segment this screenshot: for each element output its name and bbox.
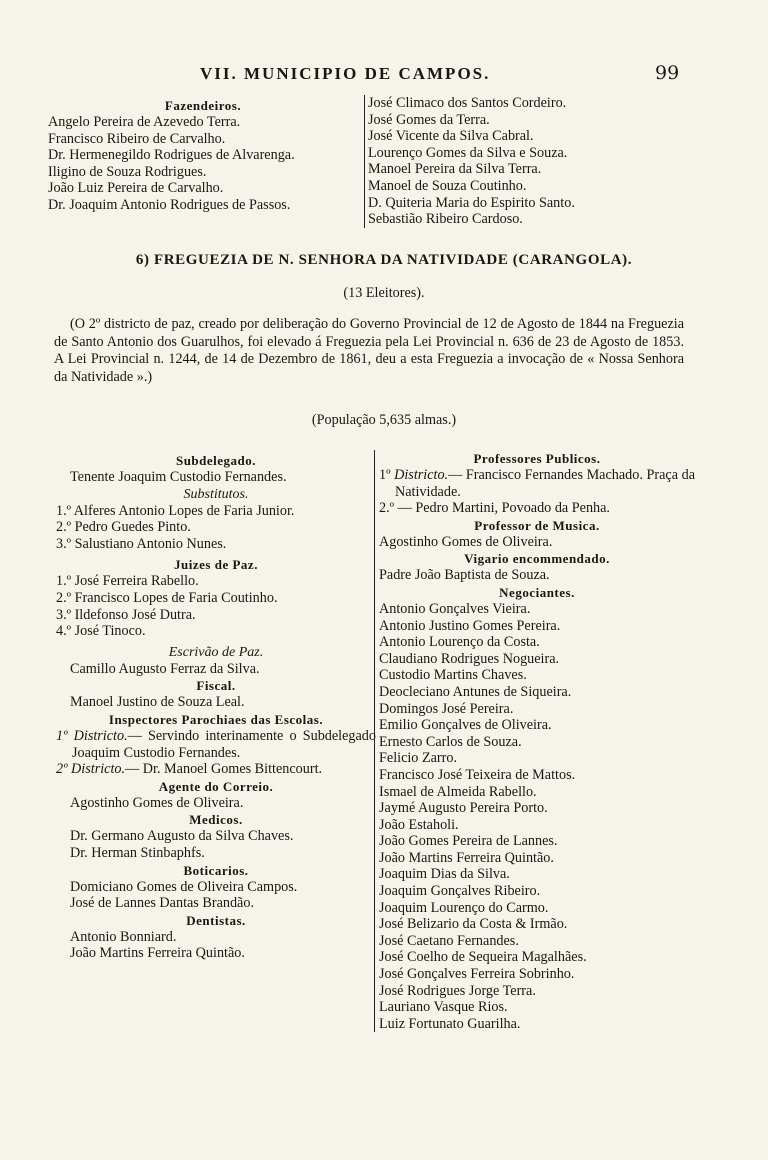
list-item: José Belizario da Costa & Irmão.: [379, 916, 568, 933]
list-item: Francisco Ribeiro de Carvalho.: [48, 130, 226, 147]
list-item: 2.º Francisco Lopes de Faria Coutinho.: [56, 589, 278, 606]
freguezia-title: 6) FREGUEZIA DE N. SENHORA DA NATIVIDADE (CARANGOLA).: [135, 252, 633, 268]
vigario-heading: Vigario encommendado.: [464, 551, 610, 567]
list-item: José Climaco dos Santos Cordeiro.: [368, 95, 567, 111]
list-item: José de Lannes Dantas Brandão.: [70, 895, 254, 912]
list-item: 4.º José Tinoco.: [56, 623, 146, 640]
list-item: Jaymé Augusto Pereira Porto.: [379, 800, 548, 817]
list-item: D. Quiteria Maria do Espirito Santo.: [368, 194, 575, 211]
list-item: João Martins Ferreira Quintão.: [70, 945, 245, 962]
header-title: VII. MUNICIPIO DE CAMPOS.: [200, 64, 491, 83]
list-item: Manoel de Souza Coutinho.: [368, 177, 527, 194]
fiscal-heading: Fiscal.: [196, 678, 236, 694]
list-item: Lauriano Vasque Rios.: [379, 999, 508, 1016]
list-item: Sebastião Ribeiro Cardoso.: [368, 211, 523, 228]
list-item: Antonio Bonniard.: [70, 928, 177, 945]
inspector-2: 2º Districto.— Dr. Manoel Gomes Bittencourt.: [56, 761, 323, 778]
list-item: 2.º Pedro Guedes Pinto.: [56, 519, 191, 536]
list-item: José Caetano Fernandes.: [379, 932, 519, 949]
list-item: 3.º Salustiano Antonio Nunes.: [56, 535, 227, 552]
list-item: Domiciano Gomes de Oliveira Campos.: [70, 878, 298, 895]
fiscal-name: Manoel Justino de Souza Leal.: [70, 694, 245, 711]
substitutos-heading: Substitutos.: [183, 486, 249, 502]
list-item: José Rodrigues Jorge Terra.: [379, 982, 536, 999]
list-item: Manoel Pereira da Silva Terra.: [368, 161, 542, 178]
list-item: Joaquim Gonçalves Ribeiro.: [379, 883, 541, 900]
list-item: Custodio Martins Chaves.: [379, 667, 527, 684]
running-header: [0, 64, 768, 86]
list-item: Ismael de Almeida Rabello.: [379, 783, 537, 800]
freguezia-note: (O 2º districto de paz, creado por deliberação do Governo Provincial de 12 de Agosto de 1844 na Freguezia de Santo Antonio dos Guarulhos, foi elevado á Freguezia pela Lei Provincial n. 636 de 23 de Agosto de 1853. A Lei Provincial n. 1244, de 14 de Dezembro de 1861, deu a esta Freguezia a invocação de « Nossa Senhora da Natividade ».): [54, 316, 684, 385]
correio-name: Agostinho Gomes de Oliveira.: [70, 794, 244, 811]
list-item: Dr. Germano Augusto da Silva Chaves.: [70, 828, 294, 845]
list-item: Angelo Pereira de Azevedo Terra.: [48, 114, 241, 130]
list-item: Luiz Fortunato Guarilha.: [379, 1015, 521, 1032]
list-item: Emilio Gonçalves de Oliveira.: [379, 717, 552, 734]
fazendeiros-column-continued: [364, 95, 688, 228]
list-item: Lourenço Gomes da Silva e Souza.: [368, 144, 568, 161]
list-item: José Vicente da Silva Cabral.: [368, 128, 534, 145]
list-item: Domingos José Pereira.: [379, 700, 514, 717]
fazendeiros-column: [48, 97, 358, 214]
list-item: Antonio Lourenço da Costa.: [379, 634, 540, 651]
professor-1: 1º Districto.— Francisco Fernandes Machado. Praça da Natividade.: [379, 467, 696, 500]
list-item: 1.º Alferes Antonio Lopes de Faria Junior.: [56, 502, 295, 519]
list-item: Iligino de Souza Rodrigues.: [48, 163, 207, 180]
vigario-name: Padre João Baptista de Souza.: [379, 567, 550, 584]
escrivao-name: Camillo Augusto Ferraz da Silva.: [70, 660, 260, 677]
list-item: Deocleciano Antunes de Siqueira.: [379, 683, 572, 700]
inspector-1: 1º Districto.— Servindo interinamente o Subdelegado Joaquim Custodio Fernandes.: [56, 727, 376, 761]
electors-count: (13 Eleitores).: [343, 285, 425, 301]
list-item: Claudiano Rodrigues Nogueira.: [379, 650, 560, 667]
district-label: 1º Districto.: [56, 727, 128, 744]
list-item: João Gomes Pereira de Lannes.: [379, 833, 558, 850]
list-item: Felicio Zarro.: [379, 750, 458, 767]
list-item: João Luiz Pereira de Carvalho.: [48, 180, 224, 197]
list-item: José Gonçalves Ferreira Sobrinho.: [379, 966, 575, 983]
list-item: Antonio Gonçalves Vieira.: [379, 600, 531, 617]
dentistas-heading: Dentistas.: [186, 912, 246, 928]
list-item: Joaquim Dias da Silva.: [379, 866, 510, 883]
musica-heading: Professor de Musica.: [474, 517, 600, 533]
list-item: Francisco José Teixeira de Mattos.: [379, 766, 576, 783]
subdelegado-name: Tenente Joaquim Custodio Fernandes.: [70, 469, 287, 485]
list-item: José Gomes da Terra.: [368, 111, 490, 128]
list-item: 1.º José Ferreira Rabello.: [56, 573, 199, 590]
district-label: Districto.: [394, 467, 449, 483]
fazendeiros-heading: Fazendeiros.: [164, 98, 242, 113]
list-item: Joaquim Lourenço do Carmo.: [379, 899, 549, 916]
boticarios-heading: Boticarios.: [183, 862, 249, 878]
list-item: 3.º Ildefonso José Dutra.: [56, 606, 196, 623]
district-label: 2º Districto.: [56, 761, 126, 778]
negociantes-heading: Negociantes.: [499, 584, 575, 600]
escrivao-heading: Escrivão de Paz.: [168, 644, 264, 660]
page-number: 99: [655, 62, 680, 84]
population: (População 5,635 almas.): [311, 412, 457, 428]
medicos-heading: Medicos.: [189, 812, 243, 828]
professores-heading: Professores Publicos.: [473, 451, 601, 466]
list-item: João Martins Ferreira Quintão.: [379, 849, 554, 866]
list-item: Dr. Herman Stinbaphfs.: [70, 844, 205, 861]
list-item: Dr. Joaquim Antonio Rodrigues de Passos.: [48, 196, 291, 213]
juizes-heading: Juizes de Paz.: [174, 557, 258, 573]
list-item: Ernesto Carlos de Souza.: [379, 733, 522, 750]
list-item: João Estaholi.: [379, 816, 459, 833]
list-item: José Coelho de Sequeira Magalhães.: [379, 949, 587, 966]
correio-heading: Agente do Correio.: [158, 778, 274, 794]
subdelegado-heading: Subdelegado.: [175, 453, 257, 468]
list-item: Dr. Hermenegildo Rodrigues de Alvarenga.: [48, 147, 295, 164]
list-item: Antonio Justino Gomes Pereira.: [379, 617, 561, 634]
professionals-column: [374, 450, 695, 1032]
authorities-column: [56, 452, 376, 962]
inspectores-heading: Inspectores Parochiaes das Escolas.: [108, 711, 324, 727]
negociantes-list: [379, 601, 695, 1032]
musica-name: Agostinho Gomes de Oliveira.: [379, 533, 553, 550]
professor-2: 2.º — Pedro Martini, Povoado da Penha.: [379, 500, 610, 517]
